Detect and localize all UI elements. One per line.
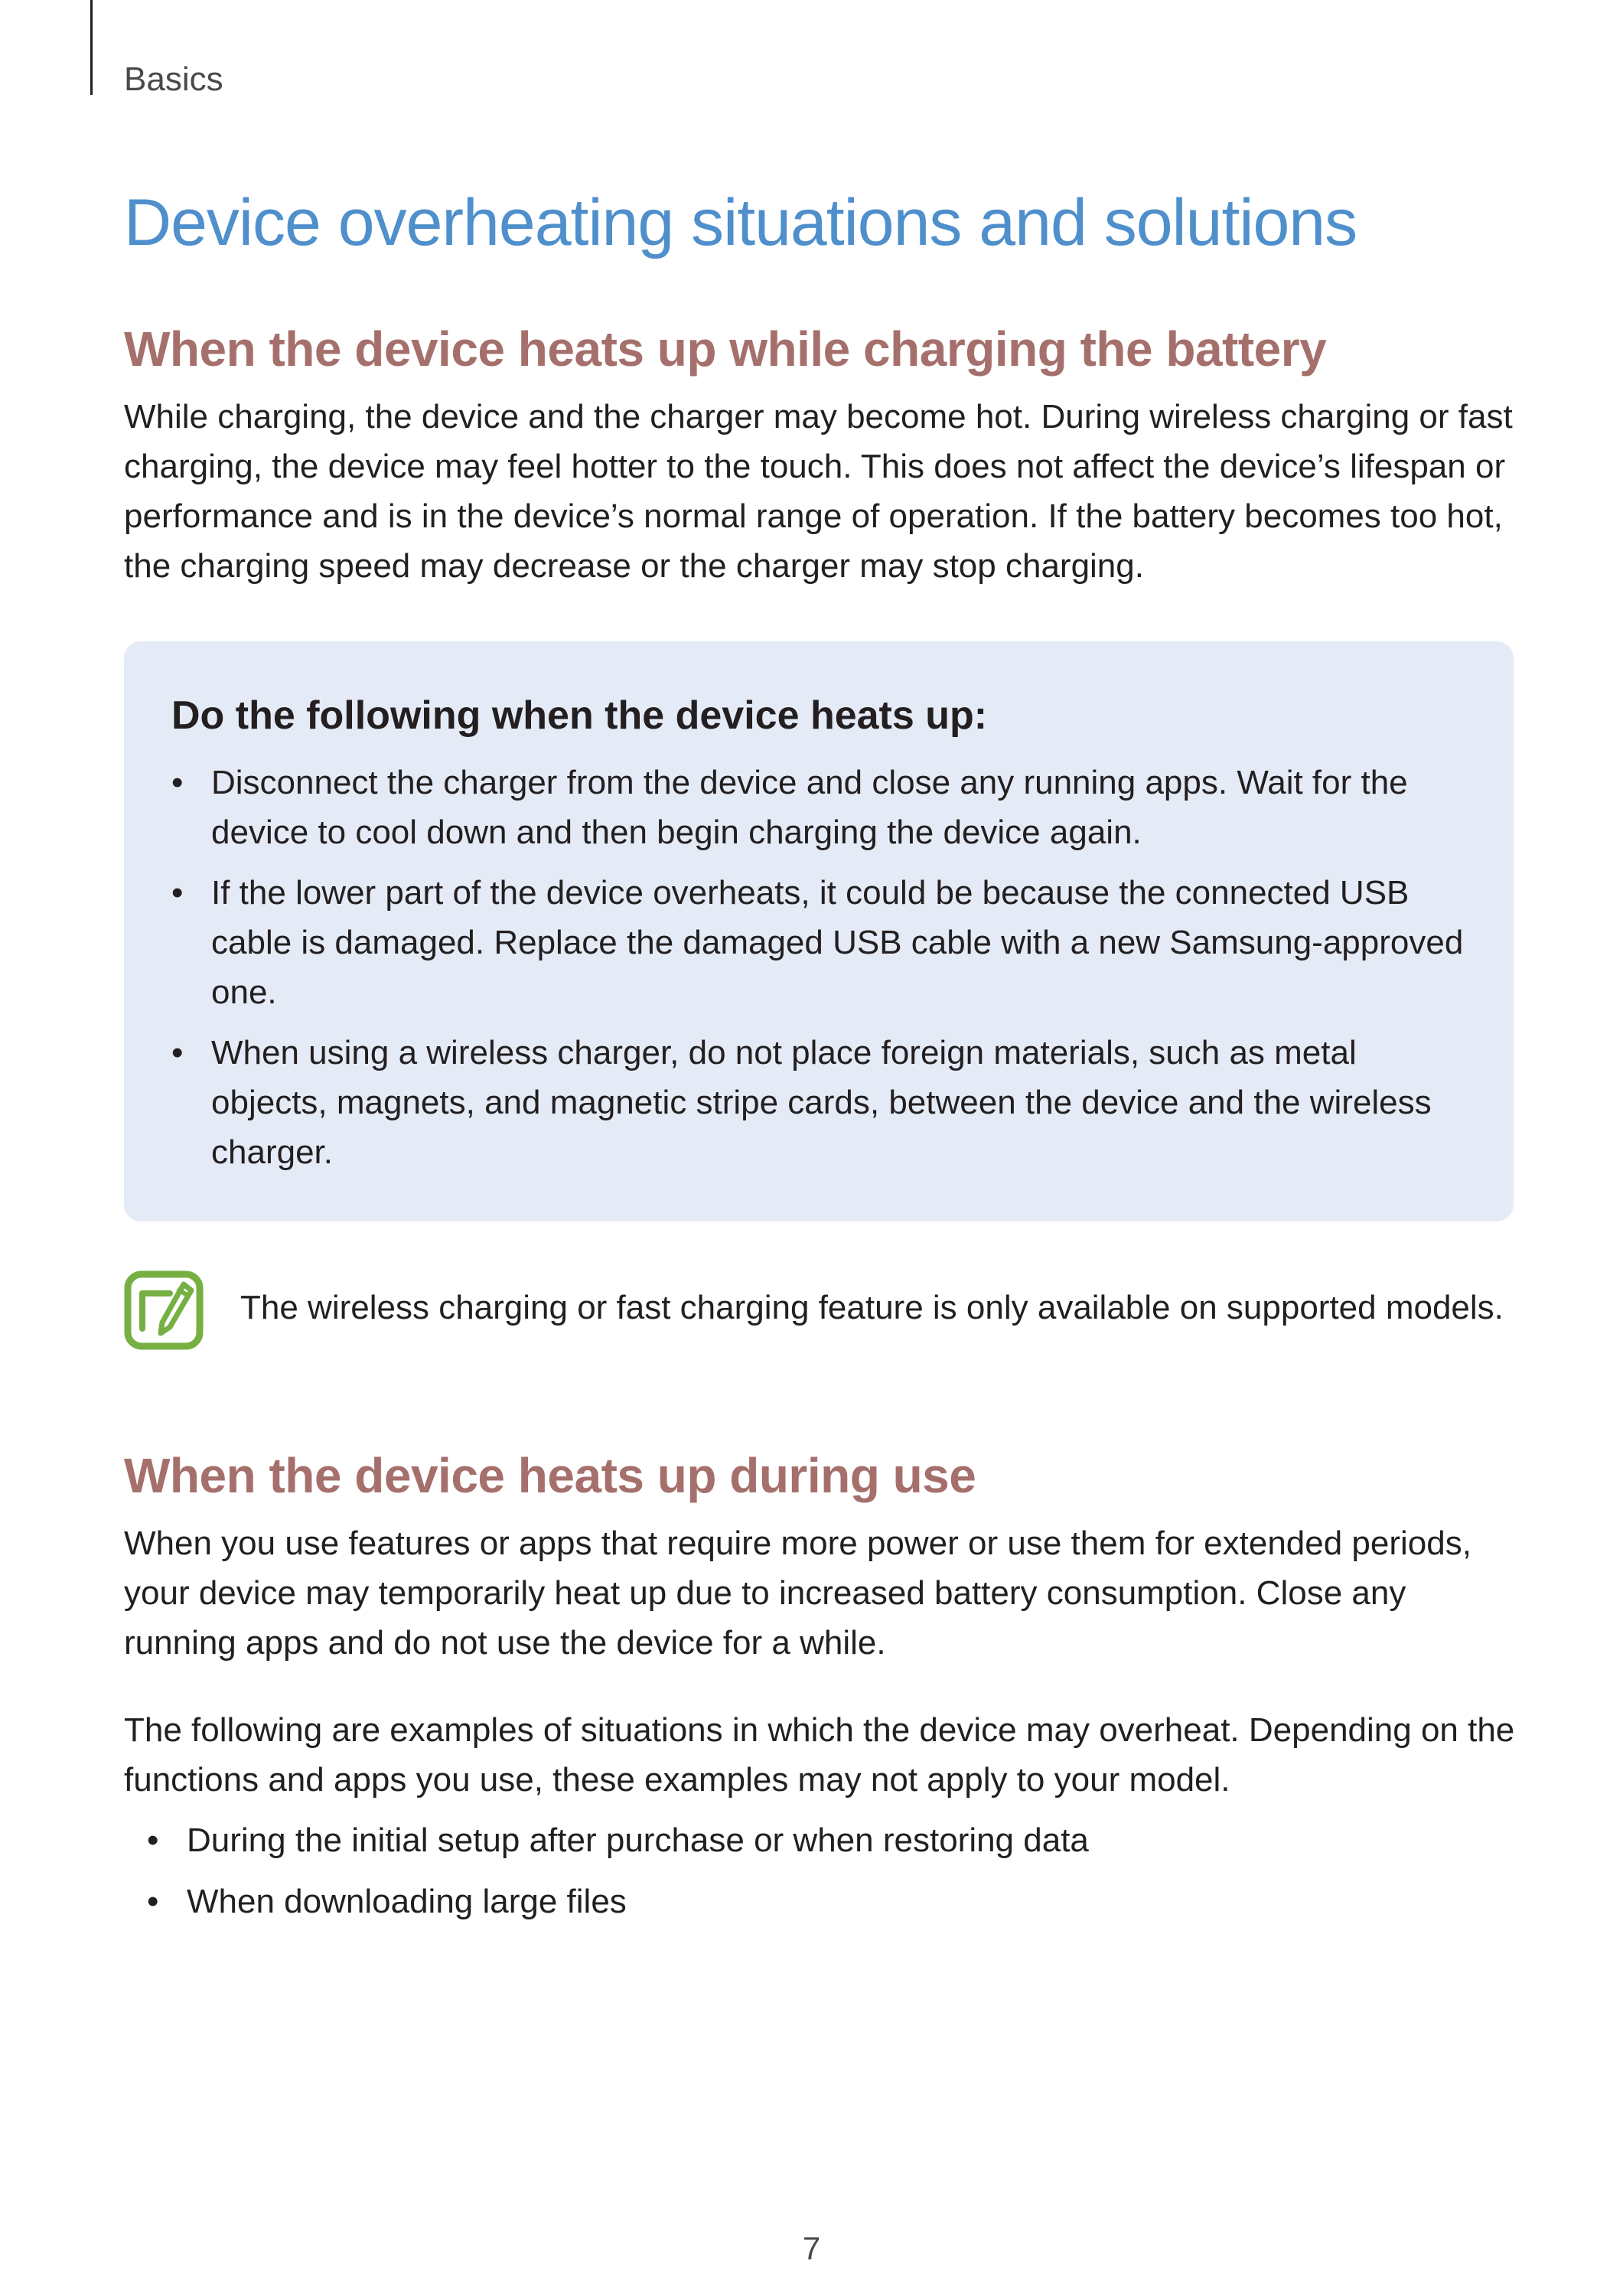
note [124,1270,1517,1355]
section-heading-usage: When the device heats up during use [124,1448,976,1503]
callout-item-text: Disconnect the charger from the device and close any running apps. Wait for the device to cool down and then begin charging the device again. [211,764,1408,851]
section-usage-body: When you use features or apps that require more power or use them for extended periods, your device may temporarily heat up due to increased battery consumption. Close any running apps and do not use the device for a while. [124,1525,1471,1662]
callout-box [124,641,1514,1221]
bullet-icon: • [171,1034,184,1071]
page-content [124,181,1517,1938]
callout-list-item [171,868,1468,1017]
page-title: Device overheating situations and solutions [124,186,1357,259]
callout-list-item [171,1028,1468,1177]
callout-item-text: When using a wireless charger, do not place foreign materials, such as metal objects, magnets, and magnetic stripe cards, between the device and the wireless charger. [211,1034,1432,1171]
section-charging-body: While charging, the device and the charger may become hot. During wireless charging or fast charging, the device may feel hotter to the touch. This does not affect the device’s lifespan or performance and is in the device’s normal range of operation. If the battery becomes too hot, the charging speed may decrease or the charger may stop charging. [124,398,1513,585]
example-item-text: When downloading large files [187,1883,627,1920]
example-item-text: During the initial setup after purchase or when restoring data [187,1821,1089,1859]
callout-list-item [171,758,1468,857]
callout-list [171,758,1468,1177]
section-heading-charging: When the device heats up while charging the battery [124,321,1327,377]
examples-list-item [124,1815,1517,1865]
examples-list [124,1815,1517,1926]
bullet-icon: • [147,1821,159,1859]
header-rule [90,0,93,95]
running-head: Basics [124,60,223,98]
bullet-icon: • [147,1883,159,1920]
examples-list-item [124,1877,1517,1926]
bullet-icon: • [171,874,184,912]
bullet-icon: • [171,764,184,801]
section-usage-examples-intro: The following are examples of situations in which the device may overheat. Depending on the functions and apps you use, these examples may not apply to your model. [124,1711,1515,1799]
note-text: The wireless charging or fast charging feature is only available on supported models. [240,1289,1504,1326]
callout-item-text: If the lower part of the device overheats, it could be because the connected USB cable is damaged. Replace the damaged USB cable with a new Samsung-approved one. [211,874,1464,1011]
callout-title: Do the following when the device heats up: [171,693,988,738]
note-pencil-icon [124,1270,204,1350]
page-number: 7 [802,2230,821,2266]
